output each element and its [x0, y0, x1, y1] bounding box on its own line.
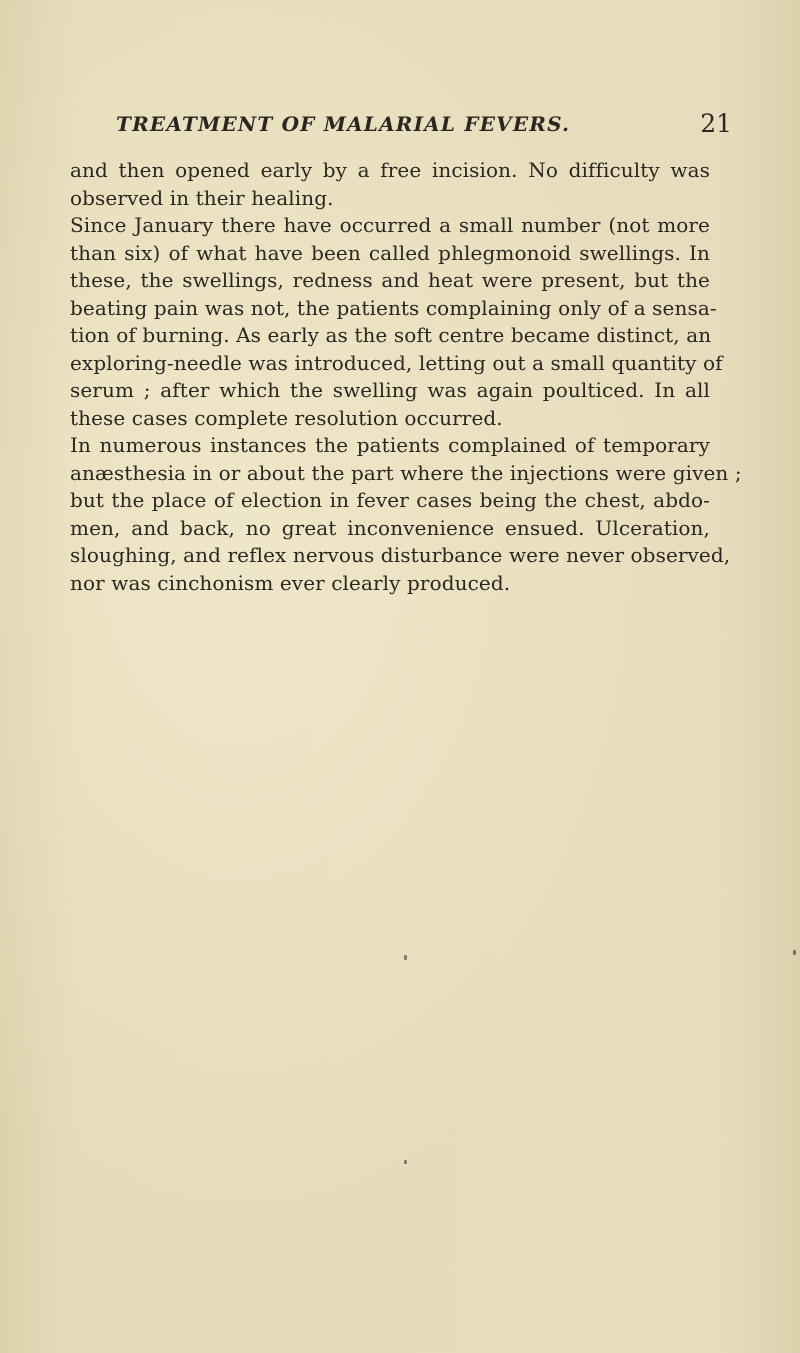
text-line: than six) of what have been called phlegmonoid swellings. In [70, 240, 710, 265]
body-text [70, 157, 742, 597]
text-line: serum ; after which the swelling was again poulticed. In all [70, 378, 710, 402]
paper-speck [793, 950, 796, 955]
text-line: observed in their healing. [70, 185, 334, 210]
text-line: In numerous instances the patients complained of temporary [70, 433, 710, 457]
text-line: but the place of election in fever cases being the chest, abdo- [70, 488, 710, 512]
text-line: sloughing, and reflex nervous disturbance were never observed, [70, 543, 731, 567]
text-line: tion of burning. As early as the soft centre became distinct, an [70, 323, 712, 347]
text-line: anæsthesia in or about the part where the injections were given ; [70, 460, 742, 485]
text-line: exploring-needle was introduced, letting out a small quantity of [70, 350, 723, 375]
paper-speck [404, 955, 407, 960]
text-line: men, and back, no great inconvenience ensued. Ulceration, [70, 515, 710, 540]
text-line: these cases complete resolution occurred. [70, 405, 503, 430]
text-line: nor was cinchonism ever clearly produced. [70, 570, 511, 595]
text-line: and then opened early by a free incision. No difficulty was [70, 158, 710, 182]
text-line: beating pain was not, the patients complaining only of a sensa- [70, 295, 717, 320]
text-line: Since January there have occurred a small number (not more [70, 213, 710, 237]
text-line: these, the swellings, redness and heat were present, but the [70, 268, 710, 292]
running-title: TREATMENT OF MALARIAL FEVERS. [116, 112, 571, 136]
page-number: 21 [700, 109, 732, 138]
running-head [116, 109, 732, 146]
paper-speck [404, 1160, 407, 1164]
